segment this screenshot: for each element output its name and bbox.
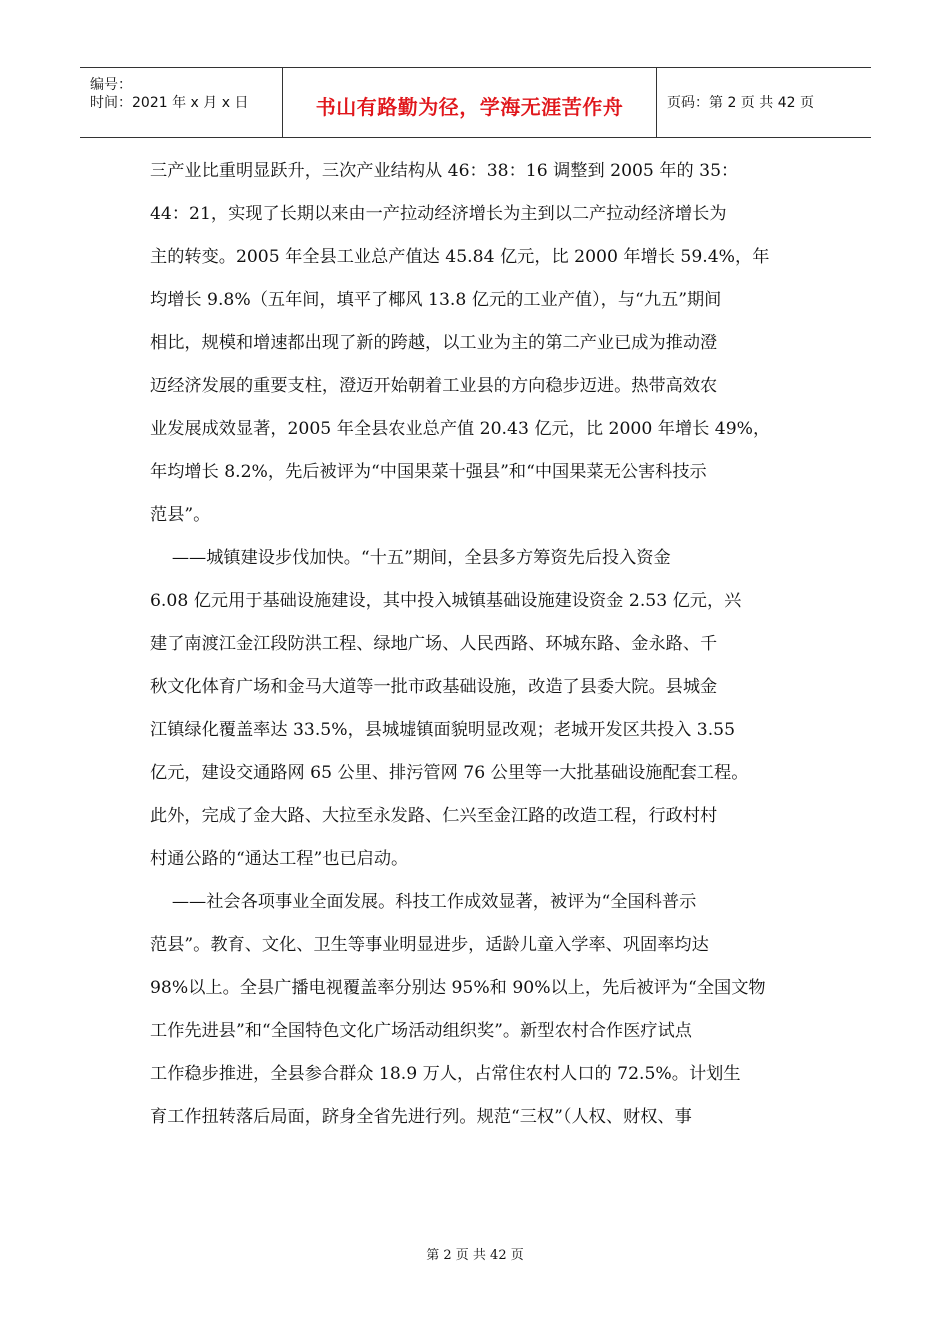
text-line: 村通公路的“通达工程”也已启动。 (150, 849, 409, 869)
header-meta-cell (80, 68, 283, 137)
document-number: 编号： (90, 77, 132, 93)
text-line: 迈经济发展的重要支柱，澄迈开始朝着工业县的方向稳步迈进。热带高效农 (150, 376, 718, 396)
text-line: 此外，完成了金大路、大拉至永发路、仁兴至金江路的改造工程，行政村村 (150, 806, 718, 826)
text-line: 范县”。 (150, 505, 211, 525)
text-line: 江镇绿化覆盖率达 33.5%，县城墟镇面貌明显改观；老城开发区共投入 3.55 (150, 720, 736, 740)
document-header (80, 67, 871, 138)
text-line: 业发展成效显著，2005 年全县农业总产值 20.43 亿元，比 2000 年增长 49%， (150, 419, 771, 439)
document-date: 时间：2021 年 x 月 x 日 (90, 95, 249, 111)
header-motto: 书山有路勤为径，学海无涯苦作舟 (315, 95, 624, 119)
text-line: 主的转变。2005 年全县工业总产值达 45.84 亿元，比 2000 年增长 59.4%，年 (150, 247, 770, 267)
text-line: 建了南渡江金江段防洪工程、绿地广场、人民西路、环城东路、金永路、千 (150, 634, 718, 654)
text-line: 育工作扭转落后局面，跻身全省先进行列。规范“三权”（人权、财权、事 (150, 1107, 692, 1127)
text-line: 工作稳步推进，全县参合群众 18.9 万人，占常住农村人口的 72.5%。计划生 (150, 1064, 741, 1084)
body-text (150, 150, 802, 1139)
text-line: ——社会各项事业全面发展。科技工作成效显著，被评为“全国科普示 (150, 892, 697, 912)
text-line: 98%以上。全县广播电视覆盖率分别达 95%和 90%以上，先后被评为“全国文物 (150, 978, 766, 998)
page-code: 页码：第 2 页 共 42 页 (667, 95, 814, 111)
page-footer: 第 2 页 共 42 页 (426, 1248, 524, 1263)
text-line: ——城镇建设步伐加快。“十五”期间，全县多方筹资先后投入资金 (150, 548, 671, 568)
text-line: 三产业比重明显跃升，三次产业结构从 46：38：16 调整到 2005 年的 35： (150, 161, 739, 181)
text-line: 均增长 9.8%（五年间，填平了椰风 13.8 亿元的工业产值），与“九五”期间 (150, 290, 722, 310)
text-line: 秋文化体育广场和金马大道等一批市政基础设施，改造了县委大院。县城金 (150, 677, 718, 697)
text-line: 6.08 亿元用于基础设施建设，其中投入城镇基础设施建设资金 2.53 亿元，兴 (150, 591, 742, 611)
text-line: 相比，规模和增速都出现了新的跨越，以工业为主的第二产业已成为推动澄 (150, 333, 718, 353)
header-page-cell (657, 68, 871, 137)
text-line: 亿元，建设交通路网 65 公里、排污管网 76 公里等一大批基础设施配套工程。 (150, 763, 749, 783)
text-line: 范县”。教育、文化、卫生等事业明显进步，适龄儿童入学率、巩固率均达 (150, 935, 709, 955)
header-motto-cell (283, 68, 657, 137)
text-line: 工作先进县”和“全国特色文化广场活动组织奖”。新型农村合作医疗试点 (150, 1021, 692, 1041)
text-line: 年均增长 8.2%，先后被评为“中国果菜十强县”和“中国果菜无公害科技示 (150, 462, 707, 482)
text-line: 44：21，实现了长期以来由一产拉动经济增长为主到以二产拉动经济增长为 (150, 204, 727, 224)
